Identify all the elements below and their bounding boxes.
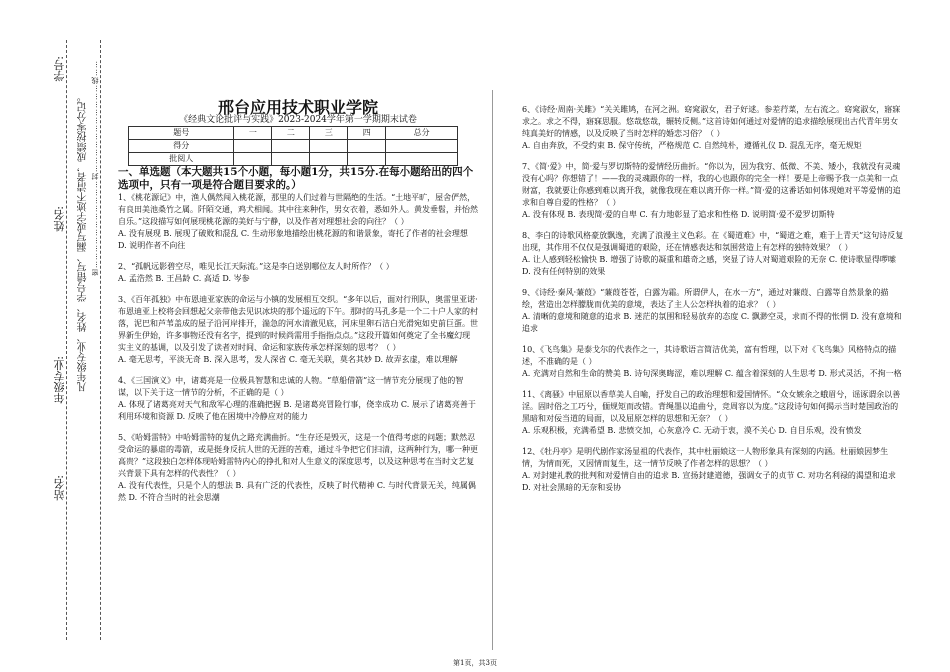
- grader-cell[interactable]: [348, 153, 386, 166]
- page-footer: 第1页，共3页: [453, 659, 497, 667]
- question-options: A. 充满对自然和生命的赞美 B. 诗句深奥晦涩，难以理解 C. 蕴含着深刻的人生思考 D. 形式灵活，不拘一格: [522, 369, 902, 378]
- station-label: 站名:: [53, 475, 66, 501]
- question-5: [118, 432, 478, 504]
- question-11: [522, 389, 904, 437]
- grader-cell[interactable]: [386, 153, 458, 166]
- question-text: 2、“孤帆远影碧空尽，唯见长江天际流。”这是李白送别哪位友人时所作？（ ）: [118, 262, 394, 271]
- score-table-header: 四: [348, 127, 386, 140]
- question-options: A. 孟浩然 B. 王昌龄 C. 高适 D. 岑参: [118, 274, 250, 283]
- question-options: A. 体现了诸葛亮对天气和敌军心理的准确把握 B. 是诸葛亮冒险行事，侥幸成功 C. 展示了诸葛亮善于利用环境和资源 D. 反映了他在困境中冷静应对的能力: [118, 400, 476, 421]
- score-cell[interactable]: [272, 140, 310, 153]
- grader-cell[interactable]: [310, 153, 348, 166]
- left-column: [118, 98, 478, 513]
- score-table-header: 总分: [386, 127, 458, 140]
- score-cell[interactable]: [348, 140, 386, 153]
- exam-title: 《经典文论批评与实践》2023-2024学年第一学期期末试卷: [179, 115, 417, 125]
- score-row-label: 得分: [129, 140, 234, 153]
- score-table-header-row: [129, 127, 458, 140]
- score-cell[interactable]: [310, 140, 348, 153]
- score-row: [129, 140, 458, 153]
- question-options: A. 清晰的意境和随意的追求 B. 迷茫的氛围和轻易放弃的态度 C. 飘渺空灵，求而不得的怅惘 D. 没有意境和追求: [522, 312, 902, 333]
- question-9: [522, 287, 904, 335]
- question-text: 4、《三国演义》中，诸葛亮是一位极具智慧和忠诚的人物。“草船借箭”这一情节充分展现了他的智谋，以下关于这一情节的分析，不正确的是（ ）: [118, 376, 464, 397]
- question-options: A. 毫无思考，平淡无奇 B. 深入思考，发人深省 C. 毫无关联，莫名其妙 D. 故弄玄虚，难以理解: [118, 355, 458, 364]
- question-text: 8、李白的诗歌风格豪放飘逸，充满了浪漫主义色彩。在《蜀道难》中，“蜀道之难，难于上青天”这句诗反复出现，其作用不仅仅是强调蜀道的艰险，还在情感表达和氛围营造上有怎样的独特效果？（ ）: [522, 231, 904, 252]
- question-options: A. 自由奔放，不受约束 B. 保守传统，严格规范 C. 自然纯朴，遵循礼仪 D. 混乱无序，毫无规矩: [522, 141, 862, 150]
- binding-notice: 凡年级专业、姓名、学号错写、漏写或字迹不清者，成绩按零分记。: [78, 92, 89, 392]
- score-table-header: 二: [272, 127, 310, 140]
- name-label: 姓名:: [53, 206, 66, 232]
- seal-dashed-line-inner: [100, 40, 101, 640]
- question-text: 5、《哈姆雷特》中哈姆雷特的复仇之路充满曲折。“生存还是毁灭，这是一个值得考虑的问题；默然忍受命运的暴虐的毒箭，或是挺身反抗人世的无涯的苦难，通过斗争把它们扫清，这两种行为，哪一种更高贵？”这段独白怎样体现哈姆雷特内心的挣扎和对人生意义的深度思考，以及这种思考在当时文艺复兴背景下具有怎样的代表性？（ ）: [118, 433, 478, 478]
- question-10: [522, 344, 904, 380]
- question-text: 1、《桃花源记》中，渔人偶然闯入桃花源，那里的人们过着与世隔绝的生活。“土地平旷，屋舍俨然，有良田美池桑竹之属。阡陌交通，鸡犬相闻。其中往来种作，男女衣着，悉如外人。黄发垂髫，并怡然自乐。”这段描写如何展现桃花源的美好与宁静，以及作者对理想社会的向往？（ ）: [118, 193, 478, 226]
- section-heading: 一、单选题（本大题共15个小题，每小题1分，共15分.在每小题给出的四个选项中，只有一项是符合题目要求的。）: [118, 166, 474, 191]
- seal-line-label: 密……………………………封……………………………线……: [91, 60, 99, 276]
- grade-major-label: 年级专业:: [53, 356, 66, 404]
- question-text: 12、《牡丹亭》是明代剧作家汤显祖的代表作，其中杜丽娘这一人物形象具有深刻的内涵。杜丽娘因梦生情，为情而死，又因情而复生，这一情节反映了作者怎样的思想？（ ）: [522, 447, 889, 468]
- question-4: [118, 375, 478, 423]
- seal-dashed-line-outer: [66, 40, 67, 640]
- student-id-label: 学号:: [53, 56, 66, 82]
- question-options: A. 对封建礼教的批判和对爱情自由的追求 B. 宣扬封建道德，强调女子的贞节 C. 对功名利禄的渴望和追求 D. 对社会黑暗的无奈和妥协: [522, 471, 896, 492]
- school-title: 邢台应用技术职业学院: [217, 98, 378, 117]
- question-options: A. 乐观积极，充满希望 B. 悲愤交加，心灰意冷 C. 无动于衷，漠不关心 D. 自目乐观，没有愤发: [522, 426, 862, 435]
- question-options: A. 没有代表性，只是个人的想法 B. 具有广泛的代表性，反映了时代精神 C. 与时代背景无关，纯属偶然 D. 不符合当时的社会思潮: [118, 481, 476, 502]
- question-options: A. 让人感到轻松愉快 B. 增强了诗歌的凝重和雄奇之感，突显了诗人对蜀道艰险的无奈 C. 使诗歌显得啰嗦 D. 没有任何特别的效果: [522, 255, 896, 276]
- question-6: [522, 104, 904, 152]
- question-text: 6、《诗经·周南·关雎》“关关雎鸠，在河之洲。窈窕淑女，君子好逑。参差荇菜，左右流之。窈窕淑女，寤寐求之。求之不得，寤寐思服。悠哉悠哉，辗转反侧。”这首诗如何通过对爱情的追求描绘展现出古代青年男女纯真美好的情感，以及反映了当时怎样的婚恋习俗？（ ）: [522, 105, 901, 138]
- score-cell[interactable]: [386, 140, 458, 153]
- question-options: A. 没有展现 B. 展现了破败和混乱 C. 生动形象地描绘出桃花源的和谐景象，寄托了作者的社会理想 D. 说明作者不向往: [118, 229, 468, 250]
- right-column: [522, 104, 904, 503]
- question-text: 11、《离骚》中屈原以香草美人自喻，抒发自己的政治理想和爱国情怀。“众女嫉余之蛾眉兮，谣诼谓余以善淫。固时俗之工巧兮，偭规矩而改错。背绳墨以追曲兮，竞周容以为度。”这段诗句如何揭示当时楚国政治的黑暗和对佞当道的局面，以及屈原怎样的思想和无奈？（ ）: [522, 390, 901, 423]
- question-8: [522, 230, 904, 278]
- question-1: [118, 192, 478, 252]
- question-text: 7、《简·爱》中，简·爱与罗切斯特的爱情经历曲折。“你以为，因为我穷、低微、不美、矮小，我就没有灵魂没有心吗？你想错了！——我的灵魂跟你的一样，我的心也跟你的完全一样！要是上帝赐予我一点美和一点财富，我就要让你感到难以离开我，就像我现在难以离开你一样。”简·爱的这番话如何体现她对平等爱情的追求和自尊自爱的性格？（ ）: [522, 162, 901, 207]
- score-cell[interactable]: [234, 140, 272, 153]
- question-7: [522, 161, 904, 221]
- question-text: 9、《诗经·秦风·蒹葭》“蒹葭苍苍，白露为霜。所谓伊人，在水一方”，通过对蒹葭、白露等自然景象的描绘，营造出怎样朦胧而优美的意境，表达了主人公怎样执着的追求？（ ）: [522, 288, 889, 309]
- score-table-header: 一: [234, 127, 272, 140]
- question-2: [118, 261, 478, 285]
- question-text: 10、《飞鸟集》是泰戈尔的代表作之一，其诗歌语言简洁优美，富有哲理，以下对《飞鸟集》风格特点的描述，不准确的是（ ）: [522, 345, 897, 366]
- question-12: [522, 446, 904, 494]
- grader-cell[interactable]: [234, 153, 272, 166]
- grader-row-label: 批阅人: [129, 153, 234, 166]
- question-3: [118, 294, 478, 366]
- score-table-header: 三: [310, 127, 348, 140]
- grader-row: [129, 153, 458, 166]
- score-table: [128, 126, 458, 166]
- question-options: A. 没有体现 B. 表现简·爱的自卑 C. 有力地彰显了追求和性格 D. 说明简·爱不爱罗切斯特: [522, 210, 835, 219]
- column-divider: [492, 90, 493, 650]
- question-text: 3、《百年孤独》中布恩迪亚家族的命运与小镇的发展相互交织。“多年以后，面对行刑队，奥雷里亚诺·布恩迪亚上校将会回想起父亲带他去见识冰块的那个遥远的下午。那时的马孔多是一个二十户人家的村落，泥巴和芦苇盖成的屋子沿河岸排开，湍急的河水清澈见底，河床里卵石洁白光滑宛如史前巨蛋。世界新生伊始，许多事物还没有名字，提到的时候尚需用手指指点点。”这段开篇如何奠定了全书魔幻现实主义的基调，以及引发了读者对时间、命运和家族传承怎样深刻的思考？（ ）: [118, 295, 478, 352]
- grader-cell[interactable]: [272, 153, 310, 166]
- score-table-header: 题号: [129, 127, 234, 140]
- binding-margin: [0, 0, 110, 672]
